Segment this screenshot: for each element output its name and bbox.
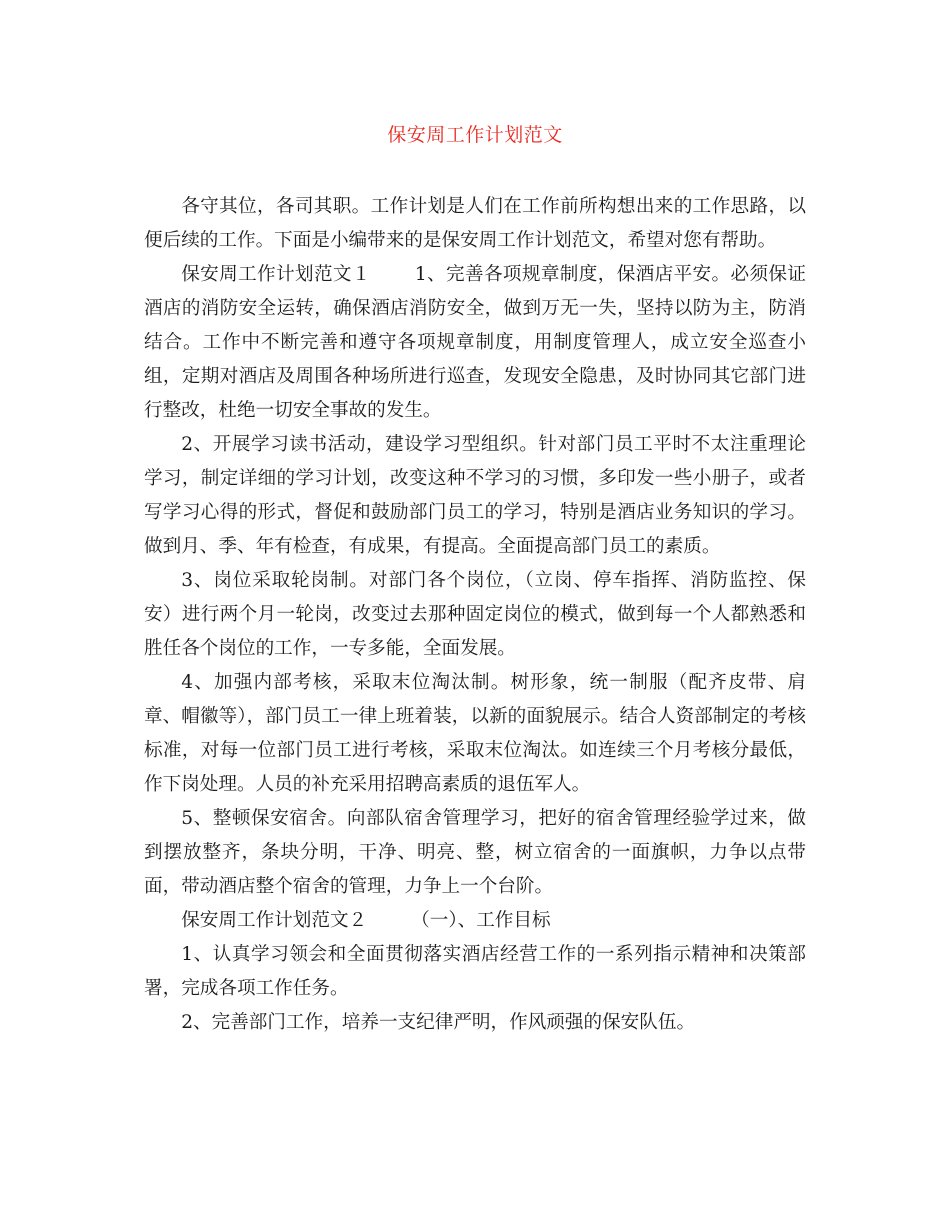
document-title: 保安周工作计划范文 — [387, 124, 563, 146]
document-body — [144, 190, 806, 1040]
section2-item-1: 1、认真学习领会和全面贯彻落实酒店经营工作的一系列指示精神和决策部署，完成各项工作任务。 — [144, 944, 806, 999]
section1-item-3: 3、岗位采取轮岗制。对部门各个岗位，（立岗、停车指挥、消防监控、保安）进行两个月一轮岗，改变过去那种固定岗位的模式，做到每一个人都熟悉和胜任各个岗位的工作，一专多能，全面发展。 — [144, 570, 806, 659]
section2-item-2: 2、完善部门工作，培养一支纪律严明，作风顽强的保安队伍。 — [181, 1012, 696, 1033]
section2-subheading: （一）、工作目标 — [411, 910, 551, 931]
section1-item-1: 1、完善各项规章制度，保酒店平安。必须保证酒店的消防安全运转，确保酒店消防安全，做到万无一失，坚持以防为主，防消结合。工作中不断完善和遵守各项规章制度，用制度管理人，成立安全巡查小组，定期对酒店及周围各种场所进行巡查，发现安全隐患，及时协同其它部门进行整改，杜绝一切安全事故的发生。 — [144, 264, 806, 421]
section1-item-5: 5、整顿保安宿舍。向部队宿舍管理学习，把好的宿舍管理经验学过来，做到摆放整齐，条块分明，干净、明亮、整，树立宿舍的一面旗帜，力争以点带面，带动酒店整个宿舍的管理，力争上一个台阶。 — [144, 808, 806, 897]
section2-heading: 保安周工作计划范文２ — [181, 910, 368, 931]
section1-heading: 保安周工作计划范文１ — [181, 264, 371, 285]
section1-paragraph — [144, 258, 806, 428]
section1-item-2: 2、开展学习读书活动，建设学习型组织。针对部门员工平时不太注重理论学习，制定详细的学习计划，改变这种不学习的习惯，多印发一些小册子，或者写学习心得的形式，督促和鼓励部门员工的学习，特别是酒店业务知识的学习。做到月、季、年有检查，有成果，有提高。全面提高部门员工的素质。 — [144, 434, 806, 557]
section1-item-4: 4、加强内部考核，采取末位淘汰制。树形象，统一制服（配齐皮带、肩章、帽徽等），部门员工一律上班着装，以新的面貌展示。结合人资部制定的考核标准，对每一位部门员工进行考核，采取末位淘汰。如连续三个月考核分最低，作下岗处理。人员的补充采用招聘高素质的退伍军人。 — [144, 672, 806, 795]
section2-paragraph — [144, 904, 806, 938]
intro-paragraph: 各守其位，各司其职。工作计划是人们在工作前所构想出来的工作思路，以便后续的工作。下面是小编带来的是保安周工作计划范文，希望对您有帮助。 — [144, 196, 806, 251]
